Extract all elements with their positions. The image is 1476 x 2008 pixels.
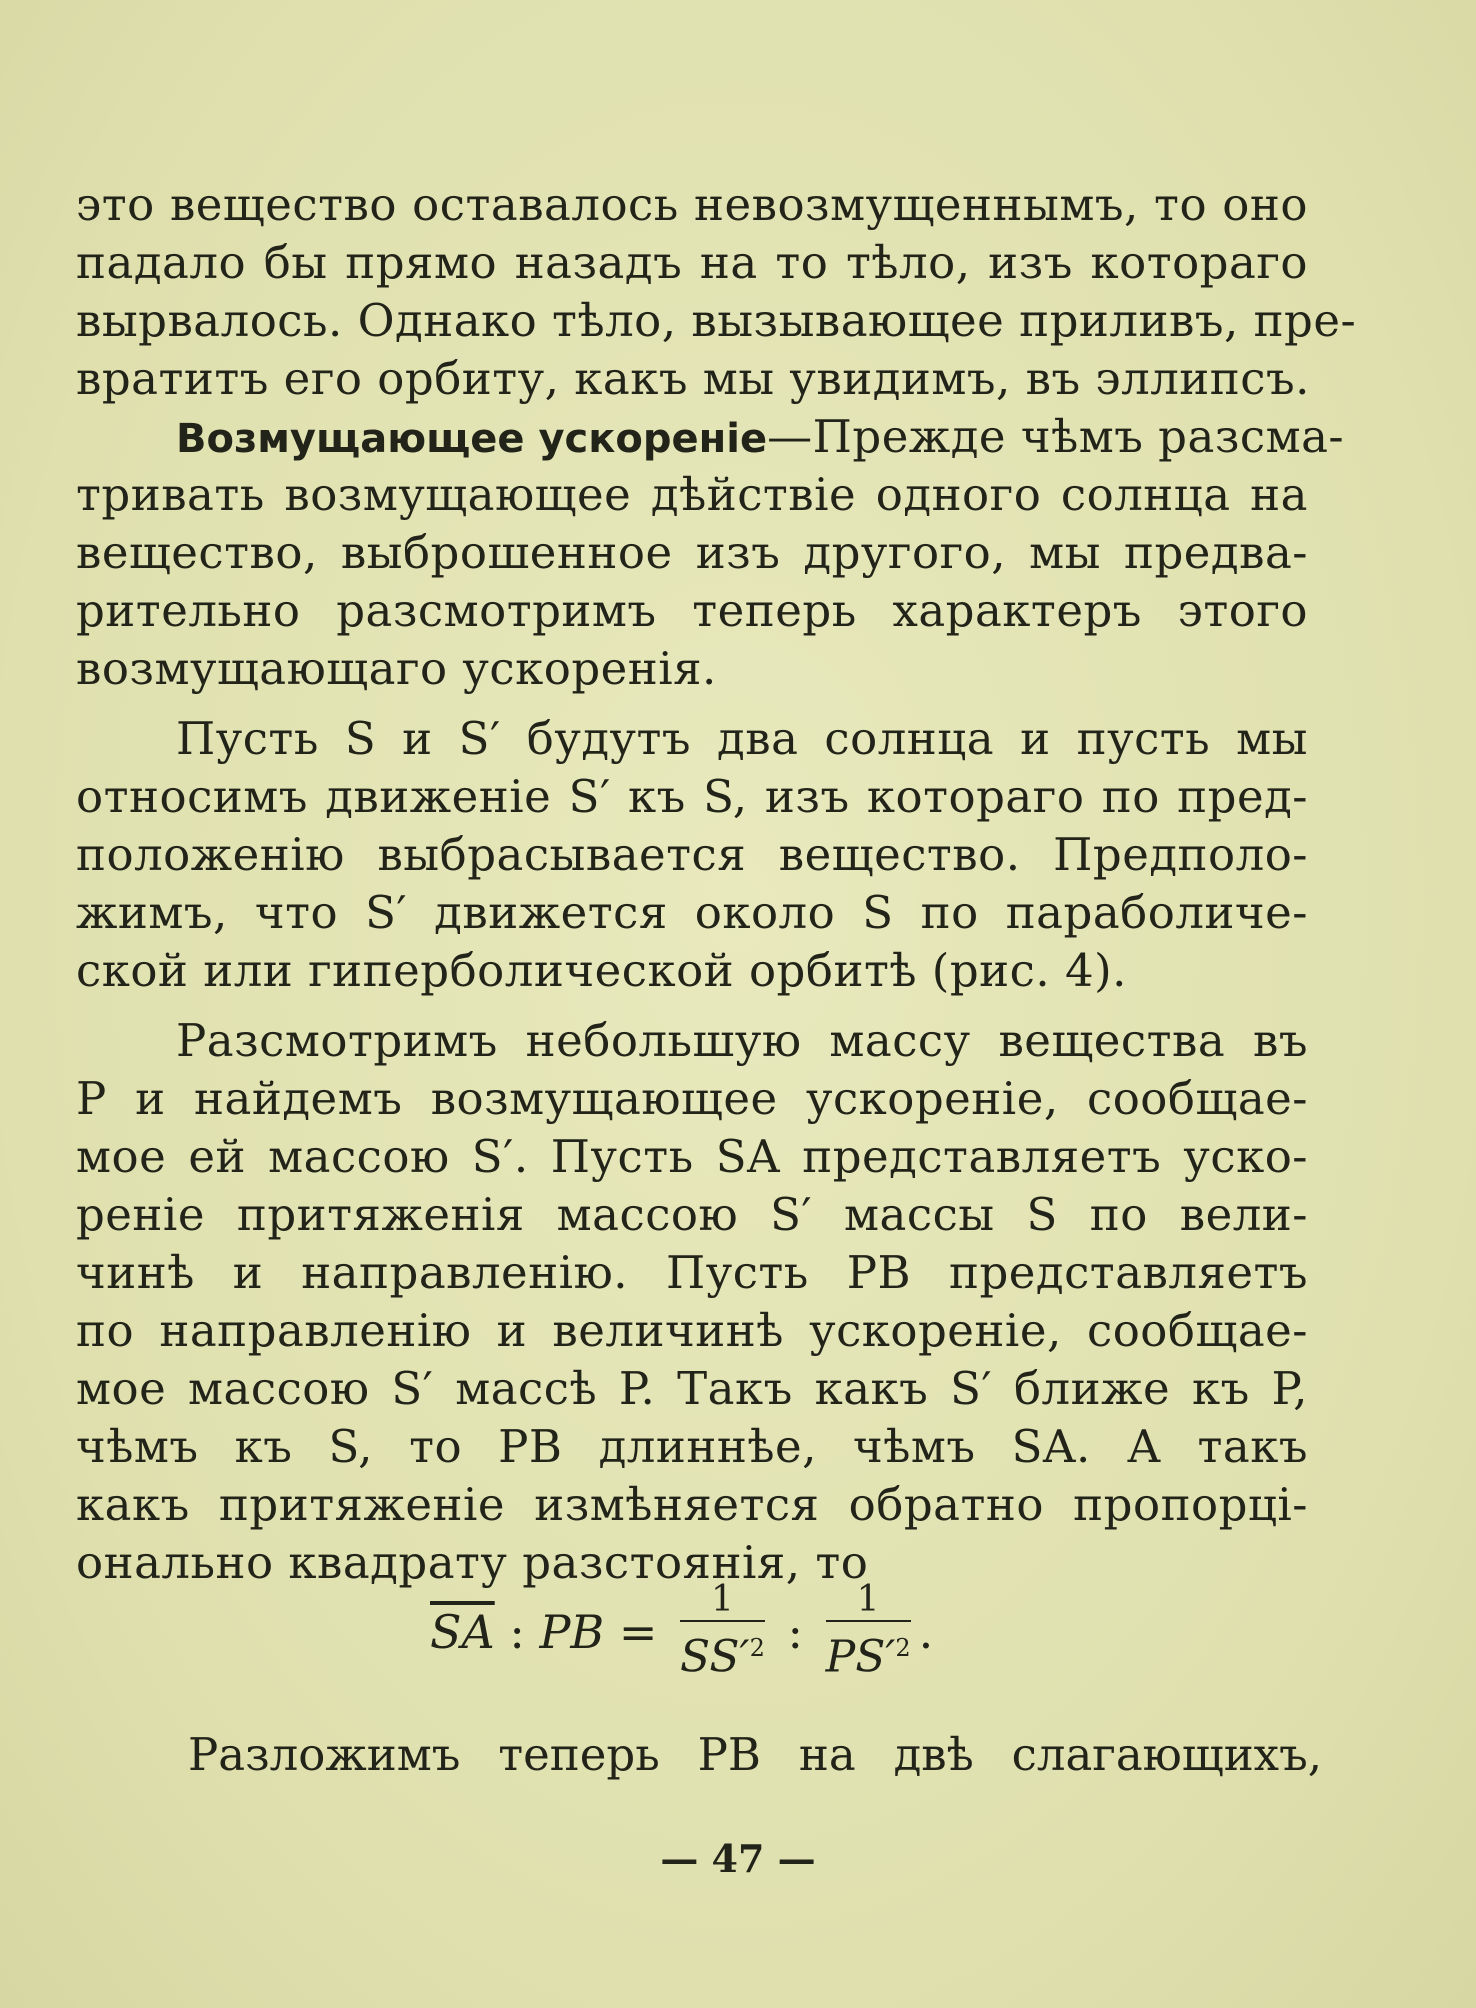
text-line: тривать возмущающее дѣйствіе одного солнца на xyxy=(76,468,1308,521)
fraction-numerator: 1 xyxy=(710,1579,734,1620)
formula-fraction-2 xyxy=(826,1580,911,1684)
formula-fraction-1 xyxy=(680,1580,765,1684)
text-line: чѣмъ къ S, то PB длиннѣе, чѣмъ SA. А такъ xyxy=(76,1420,1308,1473)
formula-period: . xyxy=(918,1604,934,1659)
fraction-numerator: 1 xyxy=(856,1579,880,1620)
text-line: Разложимъ теперь PB на двѣ слагающихъ, xyxy=(188,1728,1322,1781)
text-line: чинѣ и направленію. Пусть PB представляетъ xyxy=(76,1246,1308,1299)
text-line: Разсмотримъ небольшую массу вещества въ xyxy=(176,1014,1308,1067)
text-line: реніе притяженія массою S′ массы S по вели- xyxy=(76,1188,1308,1241)
text-line: это вещество оставалось невозмущеннымъ, то оно xyxy=(76,178,1308,231)
page-number: — 47 — xyxy=(660,1836,816,1881)
text-line: по направленію и величинѣ ускореніе, сообщае- xyxy=(76,1304,1308,1357)
formula-sa: $\overline{SA}$ xyxy=(430,1604,495,1659)
text-line: мое ей массою S′. Пусть SA представляетъ уско- xyxy=(76,1130,1308,1183)
text-line: вещество, выброшенное изъ другого, мы предва- xyxy=(76,526,1308,579)
section-heading: Возмущающее ускореніе xyxy=(176,416,768,462)
text-line: Пусть S и S′ будутъ два солнца и пусть мы xyxy=(176,712,1308,765)
fraction-denominator: $PS'^2$ xyxy=(825,1631,911,1683)
ratio-formula xyxy=(430,1580,933,1684)
formula-colon: : xyxy=(772,1604,818,1659)
body-text xyxy=(76,176,1357,1592)
text-line: мое массою S′ массѣ P. Такъ какъ S′ ближе къ P, xyxy=(76,1362,1308,1415)
text-line: рительно разсмотримъ теперь характеръ этого xyxy=(76,584,1308,637)
text-line: падало бы прямо назадъ на то тѣло, изъ котораго xyxy=(76,236,1308,289)
formula-equals: = xyxy=(604,1604,673,1659)
text-line: относимъ движеніе S′ къ S, изъ котораго по пред- xyxy=(76,770,1308,823)
text-line: онально квадрату разстоянія, то xyxy=(76,1536,869,1589)
formula-colon: : xyxy=(494,1604,540,1659)
formula-pb: PB xyxy=(539,1604,605,1659)
text-line: жимъ, что S′ движется около S по параболиче- xyxy=(76,886,1308,939)
text-line: P и найдемъ возмущающее ускореніе, сообщае- xyxy=(76,1072,1308,1125)
text-line: вратитъ его орбиту, какъ мы увидимъ, въ эллипсъ. xyxy=(76,352,1310,405)
text-line: ской или гиперболической орбитѣ (рис. 4). xyxy=(76,944,1127,997)
text-line: возмущающаго ускоренія. xyxy=(76,642,717,695)
fraction-denominator: $SS'^2$ xyxy=(680,1631,765,1683)
section-heading-line xyxy=(76,408,1345,466)
text-line: вырвалось. Однако тѣло, вызывающее приливъ, пре- xyxy=(76,294,1357,347)
section-heading-rest: —Прежде чѣмъ разсма- xyxy=(767,410,1345,463)
text-line: положенію выбрасывается вещество. Предполо- xyxy=(76,828,1308,881)
text-line: какъ притяженіе измѣняется обратно пропорці- xyxy=(76,1478,1308,1531)
